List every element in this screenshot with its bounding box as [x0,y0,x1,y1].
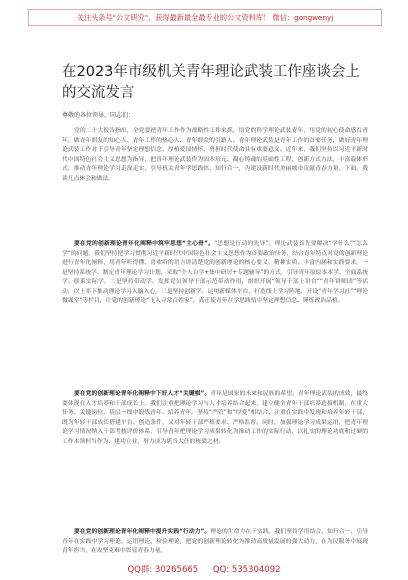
qq-label: QQ: 535304092 [212,565,281,575]
promo-banner: 关注头条号"公文研究"，获得最新最全最专业的公文资料库！ 微信：gongwenyj [28,9,382,26]
body-paragraph [62,528,368,564]
paragraph-text: 理论的生命力在于实践。我们坚持学用结合、知行合一，引导青年在实践中学习理论、运用理论、检验理论，把党的创新理论转化为推动高质量发展的强大动力，在为民服务中展现青年担当，在攻坚克难中彰显青春力量。 [62,529,368,555]
document-title: 在2023年市级机关青年理论武装工作座谈会上的交流发言 [62,64,360,101]
paragraph-text: 青年是国家的未来和民族的希望。青年理论武装的成效，最终要体现在人才培养和干部成长上。我们注重把理论学习与人才培养结合起来，建立健全青年干部培养选拔机制，在重大任务、关键岗位、基层一线中锻炼青年、培养青年。坚持“严管”和“厚爱”相结合，注重在实践中发现和培养年轻干部，既为年轻干部成长搭建平台、创造条件，又对年轻干部严格要求、严格监督。同时，加强理论学习成果运用，把青年理论学习情况纳入干部考核评价体系，引导青年把理论学习成果转化为推动工作的实际行动，以扎实的理论功底和过硬的工作本领担当作为、建功立业，努力成为堪当大任的栋梁之材。 [62,391,368,445]
contact-footer [0,562,408,578]
paragraph-text: 党的二十大报告指出，全党要把青年工作作为战略性工作来抓，用党的科学理论武装青年，用党的初心使命感召青年，做青年朋友的知心人、青年工作的热心人、青年群众的引路人。青年理论武装是青年工作的首要任务，做好青年理论武装工作对于引导青年坚定理想信念、厚植爱国情怀、勇担时代使命具有重要意义。近年来，我们坚持以习近平新时代中国特色社会主义思想为指导，把青年理论武装作为固本培元、凝心铸魂的基础性工程，创新方式方法，丰富载体形式，推动青年理论学习走深走实，引导机关青年学思践悟、知行合一，为建设新时代美丽城市贡献青春力量。下面，我谈几点体会和做法。 [62,128,368,182]
body-paragraph [62,390,368,522]
salutation: 尊敬的各位领导，同志们： [62,112,135,119]
body-paragraph [62,127,368,226]
body-paragraph [62,240,368,380]
paragraph-lead: 要在党的创新理论青年化阐释中提升实践“行动力”。 [74,529,211,535]
paragraph-lead: 要在党的创新理论青年化阐释中筑牢思想“主心骨”。 [74,241,215,247]
paragraph-text: “思想是行动的先导”。理论武装首先要解决“学什么”“怎么学”的问题。我们坚持把学习贯彻习近平新时代中国特色社会主义思想作为首要政治任务，结合青年特点对党的创新理论进行青年化阐释，用青年听得懂、喜欢听的语言讲清楚党的创新理论的核心要义、精神实质、丰富内涵和实践要求。一是坚持系统学。制定青年理论学习计划，采取“个人自学+集中研讨+专题辅导”的方式，引导青年原原本本学、全面系统学、联系实际学。二是坚持带动学。发挥党员领导干部示范带动作用，组织开展“领导干部上讲台”“青年讲师团”等活动，以上率下推动理论学习入脑入心。三是坚持创新学。运用新媒体平台，打造线上学习阵地，开设“青年学习社”“理论微课堂”等栏目，让党的创新理论“飞入寻常百姓家”，真正使青年在学思践悟中坚定理想信念、锤炼政治品格。 [62,241,368,305]
paragraph-lead: 要在党的创新理论青年化阐释中下好人才“关键棋”。 [74,391,211,397]
qq-group-label: QQ群: 30265665 [127,565,199,575]
